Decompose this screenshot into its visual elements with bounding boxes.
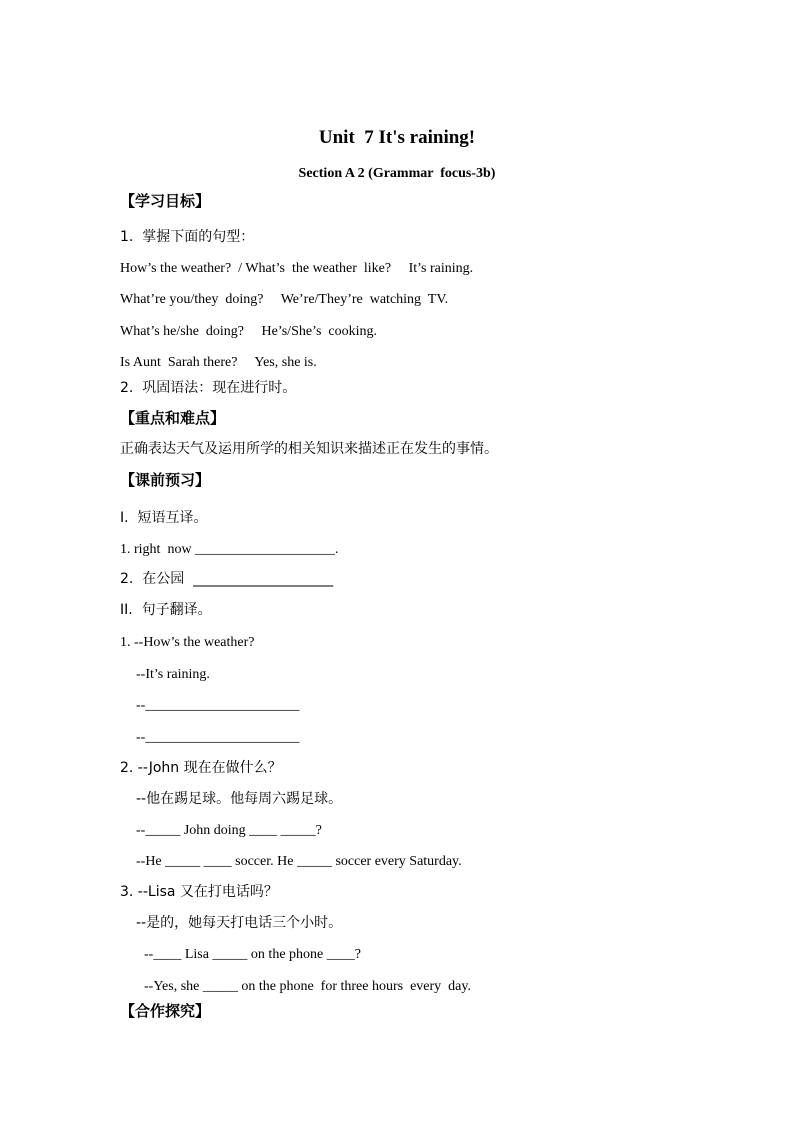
page-title: Unit 7 It's raining! <box>318 127 476 148</box>
key-points-text: 正确表达天气及运用所学的相关知识来描述正在发生的事情。 <box>120 441 498 457</box>
phrase-question-1: 1. right now ____________________. <box>120 542 339 557</box>
part-2-heading: II. 句子翻译。 <box>120 602 212 618</box>
sentence-pattern-1: How’s the weather? / What’s the weather like? It’s raining. <box>120 261 474 276</box>
question-1-line-3: --______________________ <box>136 698 300 713</box>
goal-1: 1. 掌握下面的句型： <box>120 229 255 245</box>
question-3-line-3: --____ Lisa _____ on the phone ____? <box>144 947 361 962</box>
sentence-pattern-3: What’s he/she doing? He’s/She’s cooking. <box>120 324 378 339</box>
question-1-line-4: --______________________ <box>136 730 300 745</box>
question-3-line-2: --是的，她每天打电话三个小时。 <box>136 915 343 931</box>
question-3-line-1: 3. --Lisa 又在打电话吗？ <box>120 884 278 900</box>
question-3-line-4: --Yes, she _____ on the phone for three hours every day. <box>144 979 471 994</box>
question-2-line-4: --He _____ ____ soccer. He _____ soccer every Saturday. <box>136 854 462 869</box>
sentence-pattern-2: What’re you/they doing? We’re/They’re watching TV. <box>120 292 449 307</box>
preview-heading: 【课前预习】 <box>120 471 211 489</box>
part-1-heading: I. 短语互译。 <box>120 510 208 526</box>
cooperation-heading: 【合作探究】 <box>120 1002 211 1020</box>
question-1-line-2: --It’s raining. <box>136 667 210 682</box>
goals-heading: 【学习目标】 <box>120 192 211 210</box>
goal-2: 2. 巩固语法：现在进行时。 <box>120 380 297 396</box>
question-2-line-2: --他在踢足球。他每周六踢足球。 <box>136 791 343 807</box>
page-subtitle: Section A 2 (Grammar focus-3b) <box>298 166 496 181</box>
question-2-line-1: 2. --John 现在在做什么？ <box>120 760 282 776</box>
sentence-pattern-4: Is Aunt Sarah there? Yes, she is. <box>120 355 317 370</box>
question-1-line-1: 1. --How’s the weather? <box>120 635 255 650</box>
phrase-question-2: 2. 在公园 ____________________ <box>120 571 334 587</box>
key-points-heading: 【重点和难点】 <box>120 409 226 427</box>
question-2-line-3: --_____ John doing ____ _____? <box>136 823 322 838</box>
